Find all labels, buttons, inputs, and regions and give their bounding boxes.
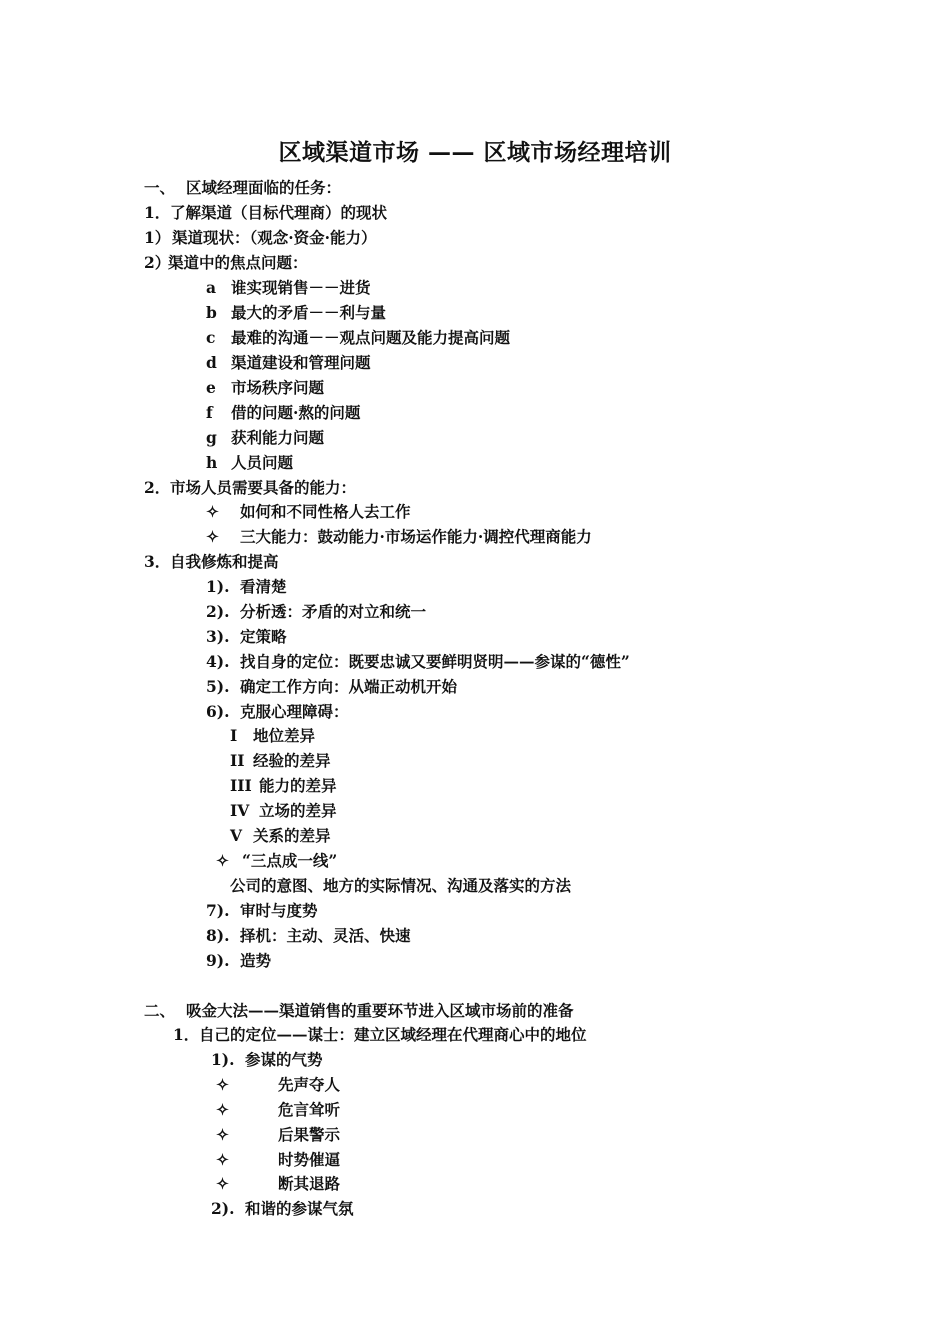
line-text: 吸金大法——渠道销售的重要环节进入区域市场前的准备 <box>186 1001 574 1020</box>
line-label: 8). <box>206 926 230 945</box>
line-text: 危言耸听 <box>278 1100 341 1119</box>
list-item <box>230 726 315 746</box>
line-text: 造势 <box>240 951 272 970</box>
list-item <box>206 652 630 672</box>
list-item <box>230 776 337 796</box>
line-label: a <box>206 278 217 297</box>
line-label: 2). <box>206 602 230 621</box>
list-item <box>206 926 411 946</box>
list-item <box>211 1050 323 1070</box>
list-item <box>230 801 337 821</box>
line-text: 市场秩序问题 <box>231 378 325 397</box>
line-label: g <box>206 428 217 447</box>
list-item <box>216 1100 340 1120</box>
list-item <box>206 453 293 473</box>
line-text: 断其退路 <box>278 1174 341 1193</box>
line-label: 一、 <box>144 178 176 197</box>
line-text: 借的问题·熬的问题 <box>231 403 361 422</box>
line-label: 7). <box>206 901 230 920</box>
list-item <box>216 1150 340 1170</box>
list-item <box>216 1174 340 1194</box>
list-item <box>206 328 510 348</box>
line-text: 经验的差异 <box>253 751 331 770</box>
line-text: 获利能力问题 <box>231 428 325 447</box>
line-label: h <box>206 453 218 472</box>
line-text: 审时与度势 <box>240 901 318 920</box>
bullet-diamond-icon: ✧ <box>216 1174 229 1193</box>
list-item <box>206 303 386 323</box>
line-label: V <box>230 826 243 845</box>
line-label: 1). <box>206 577 230 596</box>
line-label: 1． <box>173 1025 200 1044</box>
list-item <box>206 702 349 722</box>
line-label: 1） <box>144 228 171 247</box>
line-text: 确定工作方向：从端正动机开始 <box>240 677 458 696</box>
line-text: 时势催逼 <box>278 1150 341 1169</box>
line-label: b <box>206 303 217 322</box>
line-label: 3). <box>206 627 230 646</box>
document-title: 区域渠道市场 —— 区域市场经理培训 <box>278 139 672 166</box>
bullet-diamond-icon: ✧ <box>206 527 219 546</box>
line-text: 三大能力：鼓动能力·市场运作能力·调控代理商能力 <box>240 527 592 546</box>
line-text: 渠道现状：（观念·资金·能力） <box>172 228 377 247</box>
line-text: 能力的差异 <box>259 776 337 795</box>
list-item <box>206 403 360 423</box>
list-item <box>216 851 337 871</box>
subsection-heading <box>144 203 387 223</box>
line-label: e <box>206 378 216 397</box>
list-item <box>144 253 308 273</box>
line-text: 了解渠道（目标代理商）的现状 <box>170 203 388 222</box>
subsection-heading <box>173 1025 587 1045</box>
line-text: 人员问题 <box>231 453 294 472</box>
line-text: 自我修炼和提高 <box>170 552 279 571</box>
line-label: 3． <box>144 552 171 571</box>
line-label: c <box>206 328 216 347</box>
list-item <box>206 577 287 597</box>
line-label: II <box>230 751 245 770</box>
line-text: 渠道建设和管理问题 <box>231 353 371 372</box>
line-label: f <box>206 403 213 422</box>
bullet-diamond-icon: ✧ <box>216 851 229 870</box>
bullet-diamond-icon: ✧ <box>216 1075 229 1094</box>
line-label: I <box>230 726 238 745</box>
line-text: 定策略 <box>240 627 287 646</box>
line-text: 公司的意图、地方的实际情况、沟通及落实的方法 <box>230 876 572 895</box>
list-item <box>206 527 592 547</box>
bullet-diamond-icon: ✧ <box>216 1150 229 1169</box>
list-item <box>230 751 331 771</box>
bullet-diamond-icon: ✧ <box>216 1125 229 1144</box>
line-label: IV <box>230 801 250 820</box>
line-text: 后果警示 <box>278 1125 341 1144</box>
line-text: 谁实现销售－－进货 <box>231 278 371 297</box>
line-text: 如何和不同性格人去工作 <box>240 502 411 521</box>
list-item <box>206 602 426 622</box>
bullet-diamond-icon: ✧ <box>206 502 219 521</box>
list-item <box>216 1075 340 1095</box>
list-item <box>206 677 457 697</box>
line-text: 区域经理面临的任务： <box>186 178 342 197</box>
list-item <box>144 228 377 248</box>
list-item <box>216 1125 340 1145</box>
list-item <box>230 826 331 846</box>
line-text: 最大的矛盾－－利与量 <box>231 303 387 322</box>
line-label: 二、 <box>144 1001 176 1020</box>
section-heading-2 <box>144 1001 574 1021</box>
list-item <box>230 876 571 896</box>
line-text: 看清楚 <box>240 577 287 596</box>
list-item <box>211 1199 354 1219</box>
line-text: “三点成一线” <box>242 851 338 870</box>
list-item <box>206 901 318 921</box>
line-text: 找自身的定位：既要忠诚又要鲜明贤明——参谋的“德性” <box>240 652 630 671</box>
line-text: 分析透：矛盾的对立和统一 <box>240 602 427 621</box>
list-item <box>206 353 371 373</box>
list-item <box>206 502 411 522</box>
line-text: 渠道中的焦点问题： <box>168 253 308 272</box>
list-item <box>206 278 371 298</box>
line-label: 6). <box>206 702 230 721</box>
subsection-heading <box>144 552 279 572</box>
section-heading-1 <box>144 178 341 198</box>
line-text: 地位差异 <box>253 726 316 745</box>
line-label: 9). <box>206 951 230 970</box>
subsection-heading <box>144 478 356 498</box>
line-text: 克服心理障碍： <box>240 702 349 721</box>
line-text: 最难的沟通－－观点问题及能力提高问题 <box>231 328 511 347</box>
list-item <box>206 951 271 971</box>
list-item <box>206 627 287 647</box>
line-label: 4). <box>206 652 230 671</box>
list-item <box>206 378 324 398</box>
line-label: 1． <box>144 203 171 222</box>
line-text: 参谋的气势 <box>245 1050 323 1069</box>
line-label: 2． <box>144 478 171 497</box>
line-text: 择机：主动、灵活、快速 <box>240 926 411 945</box>
line-text: 自己的定位——谋士：建立区域经理在代理商心中的地位 <box>199 1025 587 1044</box>
line-text: 和谐的参谋气氛 <box>245 1199 354 1218</box>
list-item <box>206 428 324 448</box>
line-label: 1). <box>211 1050 235 1069</box>
line-label: 2). <box>211 1199 235 1218</box>
line-label: 2） <box>144 253 171 272</box>
line-text: 立场的差异 <box>259 801 337 820</box>
line-text: 关系的差异 <box>253 826 331 845</box>
line-label: III <box>230 776 252 795</box>
bullet-diamond-icon: ✧ <box>216 1100 229 1119</box>
line-label: d <box>206 353 217 372</box>
line-text: 市场人员需要具备的能力： <box>170 478 357 497</box>
line-label: 5). <box>206 677 230 696</box>
line-text: 先声夺人 <box>278 1075 341 1094</box>
